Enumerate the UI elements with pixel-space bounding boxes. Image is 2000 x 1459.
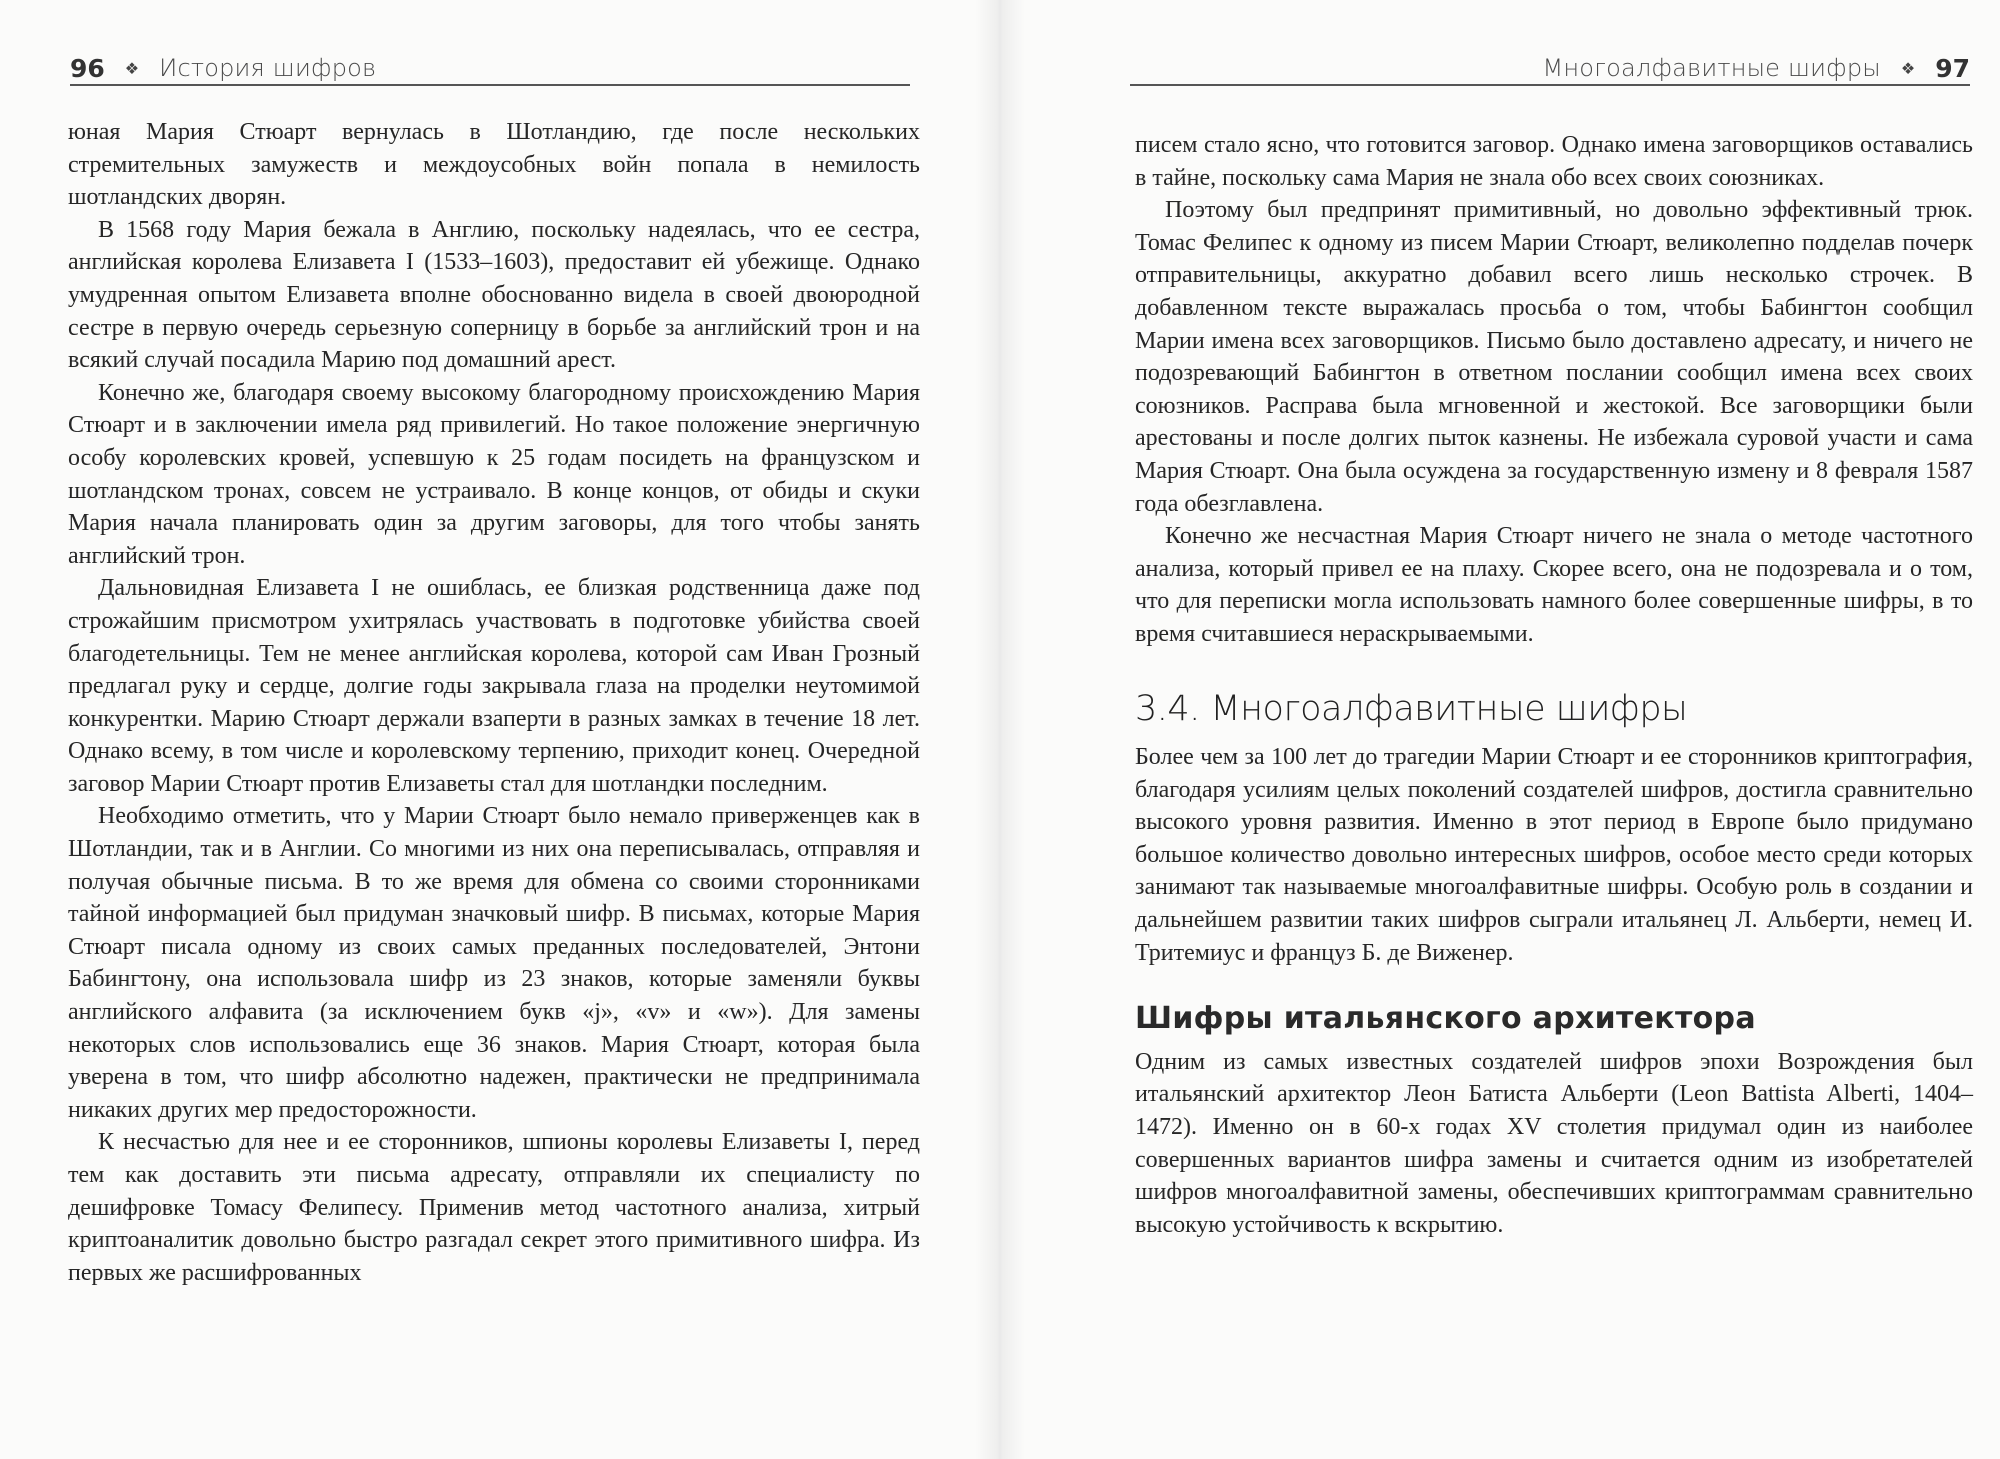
book-gutter <box>975 0 1025 1459</box>
paragraph: писем стало ясно, что готовится заговор. Однако имена заговорщиков оставались в тайне, поскольку сама Мария не знала обо всех своих союзниках. <box>1135 132 1973 191</box>
paragraph: К несчастью для нее и ее сторонников, шпионы королевы Елизаветы I, перед тем как доставить эти письма адресату, отправляли их специалисту по дешифровке Томасу Фелипесу. Применив метод частотного анализа, хитрый криптоаналитик довольно быстро разгадал секрет этого примитивного шифра. Из первых же расшифрованных <box>68 1129 920 1286</box>
left-body-text <box>68 116 920 1289</box>
left-header-title: История шифров <box>159 54 377 82</box>
ornament-icon: ❖ <box>124 58 140 78</box>
paragraph: Необходимо отметить, что у Марии Стюарт было немало приверженцев как в Шотландии, так и в Англии. Со многими из них она переписывалась, отправляя и получая обычные письма. В то же время для обмена со своими сторонниками тайной информацией был придуман значковый шифр. В письмах, которые Мария Стюарт писала одному из своих самых преданных последователей, Энтони Бабингтону, она использовала шифр из 23 знаков, которые заменяли буквы английского алфавита (за исключением букв «j», «v» и «w»). Для замены некоторых слов использовались еще 36 знаков. Мария Стюарт, которая была уверена в том, что шифр абсолютно надежен, практически не предпринимала никаких других мер предосторожности. <box>68 803 920 1123</box>
right-page-number: 97 <box>1935 53 1970 83</box>
paragraph: юная Мария Стюарт вернулась в Шотландию, где после нескольких стремительных замужеств и междоусобных войн попала в немилость шотландских дворян. <box>68 119 920 211</box>
header-rule <box>1130 84 1970 86</box>
right-running-header <box>1130 48 1970 88</box>
paragraph: Одним из самых известных создателей шифров эпохи Возрождения был итальянский архитектор Леон Батиста Альберти (Leon Battista Alberti, 1404–1472). Именно он в 60-х годах XV столетия придумал один из наиболее совершенных вариантов шифра замены и считается одним из изобретателей шифров многоалфавитной замены, обеспечивших криптограммам сравнительно высокую устойчивость к вскрытию. <box>1135 1048 1973 1238</box>
header-rule <box>70 84 910 86</box>
paragraph: Поэтому был предпринят примитивный, но довольно эффективный трюк. Томас Фелипес к одному из писем Марии Стюарт, великолепно подделав почерк отправительницы, аккуратно добавил всего лишь несколько строчек. В добавленном тексте выражалась просьба о том, чтобы Бабингтон сообщил Марии имена всех заговорщиков. Письмо было доставлено адресату, и ничего не подозревающий Бабингтон в ответном послании сообщил имена всех своих союзников. Расправа была мгновенной и жестокой. Все заговорщики были арестованы и после долгих пыток казнены. Не избежала суровой участи и сама Мария Стюарт. Она была осуждена за государственную измену и 8 февраля 1587 года обезглавлена. <box>1135 197 1973 517</box>
subsection-heading: Шифры итальянского архитектора <box>1135 1001 1756 1037</box>
left-running-header <box>70 48 910 88</box>
paragraph: Дальновидная Елизавета I не ошиблась, ее близкая родственница даже под строжайшим присмотром ухитрялась участвовать в подготовке убийства своей благодетельницы. Тем не менее английская королева, которой сам Иван Грозный предлагал руку и сердце, долгие годы закрывала глаза на проделки неутомимой конкурентки. Марию Стюарт держали взаперти в разных замках в течение 18 лет. Однако всему, в том числе и королевскому терпению, приходит конец. Очередной заговор Марии Стюарт против Елизаветы стал для шотландки последним. <box>68 575 920 797</box>
right-header-title: Многоалфавитные шифры <box>1542 54 1881 82</box>
section-heading: 3.4. Многоалфавитные шифры <box>1135 688 1688 729</box>
paragraph: Более чем за 100 лет до трагедии Марии Стюарт и ее сторонников криптография, благодаря усилиям целых поколений создателей шифров, достигла сравнительно высокого уровня развития. Именно в этот период в Европе было придумано большое количество довольно интересных шифров, особое место среди которых занимают так называемые многоалфавитные шифры. Особую роль в создании и дальнейшем развитии таких шифров сыграли итальянец Л. Альберти, немец И. Тритемиус и француз Б. де Виженер. <box>1135 744 1973 966</box>
ornament-icon: ❖ <box>1900 58 1916 78</box>
right-body-text <box>1135 129 1973 1241</box>
paragraph: Конечно же несчастная Мария Стюарт ничего не знала о методе частотного анализа, который привел ее на плаху. Скорее всего, она не подозревала и о том, что для переписки могла использовать намного более совершенные шифры, в то время считавшиеся нераскрываемыми. <box>1135 523 1973 647</box>
paragraph: Конечно же, благодаря своему высокому благородному происхождению Мария Стюарт и в заключении имела ряд привилегий. Но такое положение энергичную особу королевских кровей, успевшую к 25 годам посидеть на французском и шотландском тронах, совсем не устраивало. В конце концов, от обиды и скуки Мария начала планировать один за другим заговоры, для того чтобы занять английский трон. <box>68 379 920 569</box>
paragraph: В 1568 году Мария бежала в Англию, поскольку надеялась, что ее сестра, английская королева Елизавета I (1533–1603), предоставит ей убежище. Однако умудренная опытом Елизавета вполне обоснованно видела в своей двоюродной сестре в первую очередь серьезную соперницу в борьбе за английский трон и на всякий случай посадила Марию под домашний арест. <box>68 216 920 374</box>
left-page-number: 96 <box>70 53 105 83</box>
